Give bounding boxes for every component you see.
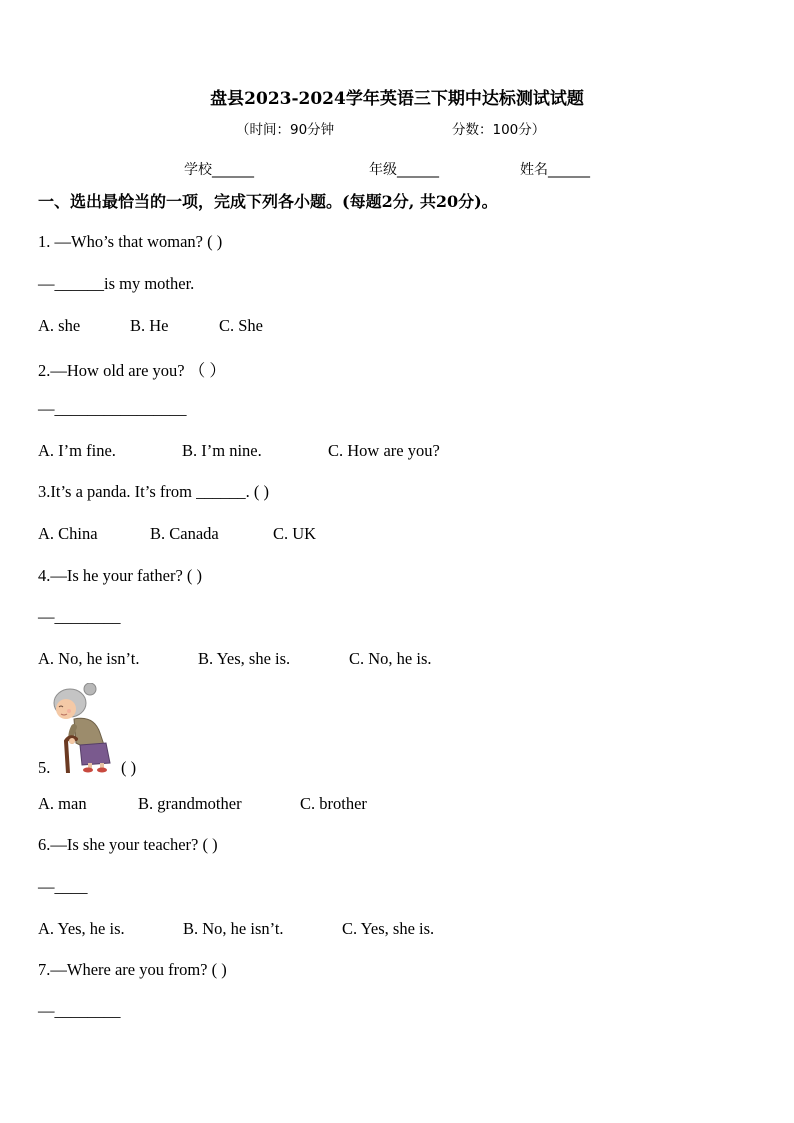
question-6-option-c[interactable]: C. Yes, she is. [342,919,435,938]
question-6-option-b[interactable]: B. No, he isn’t. [183,919,284,938]
question-1-option-c[interactable]: C. She [219,316,264,335]
question-5-number: 5. [38,758,51,777]
question-5-option-a[interactable]: A. man [38,794,87,813]
question-5-option-c[interactable]: C. brother [300,794,367,813]
grade-field: 年级______ [369,162,439,178]
question-5-option-b[interactable]: B. grandmother [138,794,242,813]
question-1-option-a[interactable]: A. she [38,316,81,335]
question-6-answer-line: —____ [38,877,88,896]
question-2-answer-line: —________________ [38,399,187,418]
question-1-prompt: 1. —Who’s that woman? ( ) [38,232,223,251]
name-field: 姓名______ [520,162,590,178]
question-3-option-c[interactable]: C. UK [273,524,317,543]
question-5-bracket: ( ) [121,758,137,777]
question-6-prompt: 6.—Is she your teacher? ( ) [38,835,218,854]
exam-time: （时间：90分钟 [236,122,335,138]
question-6-option-a[interactable]: A. Yes, he is. [38,919,125,938]
question-4-option-c[interactable]: C. No, he is. [349,649,432,668]
question-4-option-b[interactable]: B. Yes, she is. [198,649,291,668]
section-heading: 一、选出最恰当的一项，完成下列各小题。(每题2分, 共20分)。 [38,192,498,211]
question-3-prompt: 3.It’s a panda. It’s from ______. ( ) [38,482,269,501]
question-1-option-b[interactable]: B. He [130,316,169,335]
question-3-option-b[interactable]: B. Canada [150,524,219,543]
question-4-option-a[interactable]: A. No, he isn’t. [38,649,140,668]
question-2-option-c[interactable]: C. How are you? [328,441,440,460]
question-4-prompt: 4.—Is he your father? ( ) [38,566,203,585]
exam-title: 盘县2023-2024学年英语三下期中达标测试试题 [210,89,584,109]
question-2-option-b[interactable]: B. I’m nine. [182,441,262,460]
question-2-option-a[interactable]: A. I’m fine. [38,441,116,460]
question-7-answer-line: —________ [38,1001,121,1020]
school-field: 学校______ [184,162,254,178]
question-1-answer-line: —______is my mother. [38,274,195,293]
grandmother-illustration [50,683,118,773]
question-2-prompt: 2.—How old are you? （ ） [38,361,226,380]
exam-score: 分数：100分） [452,122,546,138]
question-3-option-a[interactable]: A. China [38,524,98,543]
question-7-prompt: 7.—Where are you from? ( ) [38,960,227,979]
question-4-answer-line: —________ [38,607,121,626]
